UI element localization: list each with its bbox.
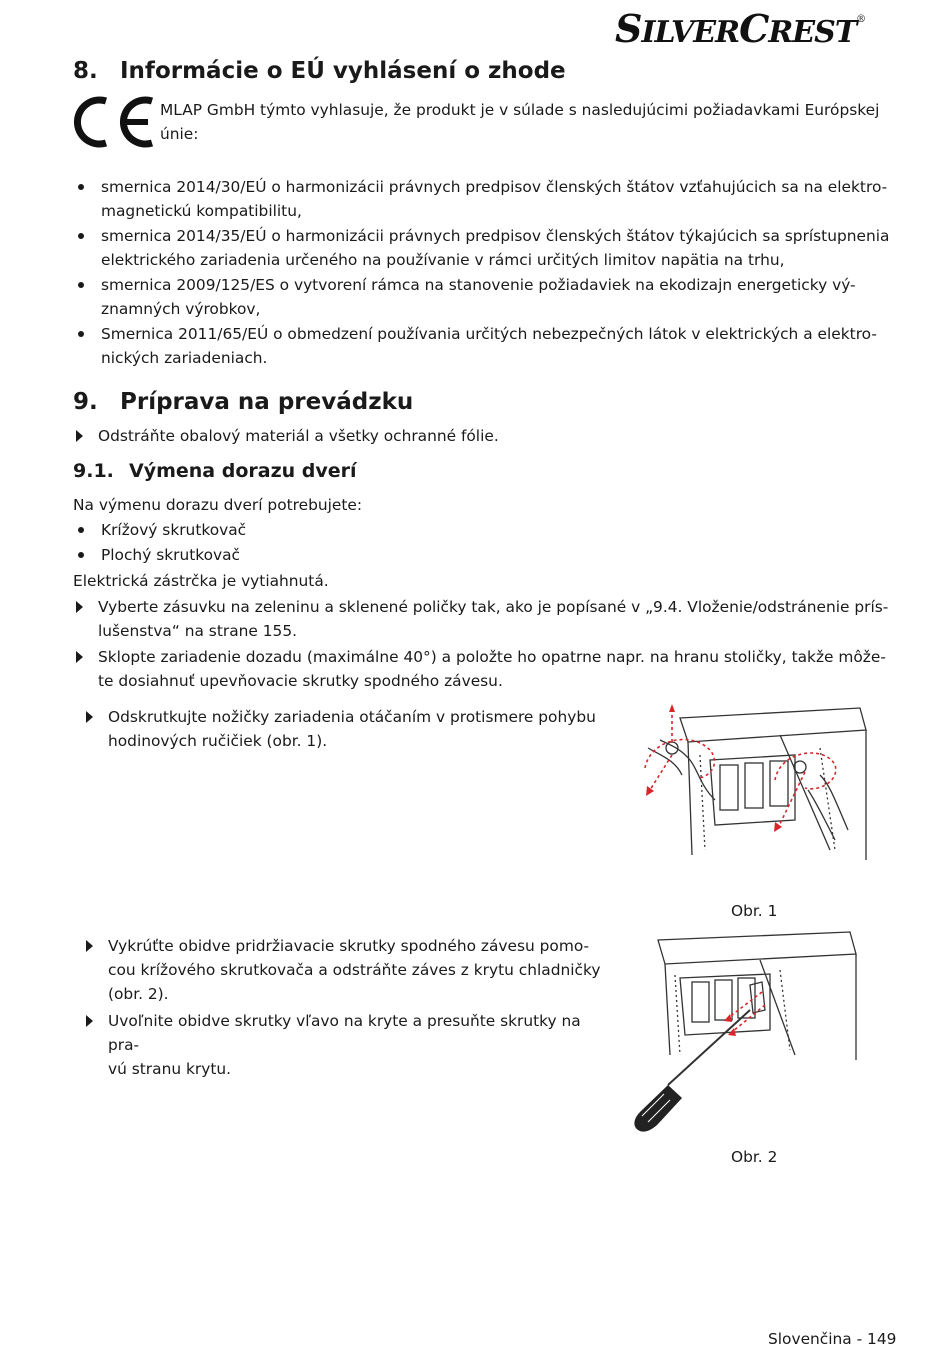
section-8-heading: 8. Informácie o EÚ vyhlásení o zhode [73,58,566,84]
ce-mark-icon [72,94,154,150]
section-9-heading: 9. Príprava na prevádzku [73,389,414,415]
figure-2-caption: Obr. 2 [731,1148,778,1166]
manual-page: SILVERCREST® 8. Informácie o EÚ vyhlásení o zhode MLAP GmbH týmto vyhlasuje, že produkt je v súlade s nasledujúcimi požiadavkami Európskej únie: smernica 2014/30/EÚ o harmonizácii právnych predpisov členských štátov vzťahujúcich sa na elektro- magnetickú kompatibilitu, smernica 2014/35/EÚ o harmonizácii právnych predpisov členských štátov týkajúcich sa sprístupnenia elektrického zariadenia určeného na používanie v rámci určitých limitov napätia na trhu, smernica 2009/125/ES o vytvorení rámca na stanovenie požiadaviek na ekodizajn energeticky vý- znamných výrobkov, Smernica 2011/65/EÚ o obmedzení používania určitých nebezpečných látok v elektrických a elektro- nických zariadeniach. 9. Príprava na prevádzku Odstráňte obalový materiál a všetky ochranné fólie. 9.1. Výmena dorazu dverí Na výmenu dorazu dverí potrebujete: Krížový skrutkovač Plochý skrutkovač Elektrická zástrčka je vytiahnutá. Vyberte zásuvku na zeleninu a sklenené poličky tak, ako je popísané v „9.4. Vloženie/odstránenie prís- lušenstva“ na strane 155. Sklopte zariadenie dozadu (maximálne 40°) a položte ho opatrne napr. na hranu stoličky, takže môže- te dosiahnuť upevňovacie skrutky spodného závesu. Odskrutkujte nožičky zariadenia otáčaním v protismere pohybu hodinových ručičiek (obr. 1). Obr. 1 Vykrúťte obidve pridržiavacie skrutky spodného závesu pomo- cou krížového skrutkovača a odstráňte záves z krytu chladničky (obr. 2). Uvoľnite obidve skrutky vľavo na kryte a presuňte skrutky na pra- vú stranu krytu. Obr. 2 Slovenčina - 149 [0,0,950,1360]
figure-2-illustration [620,930,870,1145]
tools-needed-text: Na výmenu dorazu dverí potrebujete: [73,496,363,514]
brand-logo: SILVERCREST® [615,6,866,51]
eu-declaration-intro: MLAP GmbH týmto vyhlasuje, že produkt je v súlade s nasledujúcimi požiadavkami Európskej únie: [160,101,880,143]
figure-1-caption: Obr. 1 [731,902,778,920]
section-9-1-heading: 9.1. Výmena dorazu dverí [73,460,357,482]
page-footer: Slovenčina - 149 [768,1330,897,1348]
plug-note: Elektrická zástrčka je vytiahnutá. [73,572,329,590]
figure-1-illustration [620,700,870,900]
